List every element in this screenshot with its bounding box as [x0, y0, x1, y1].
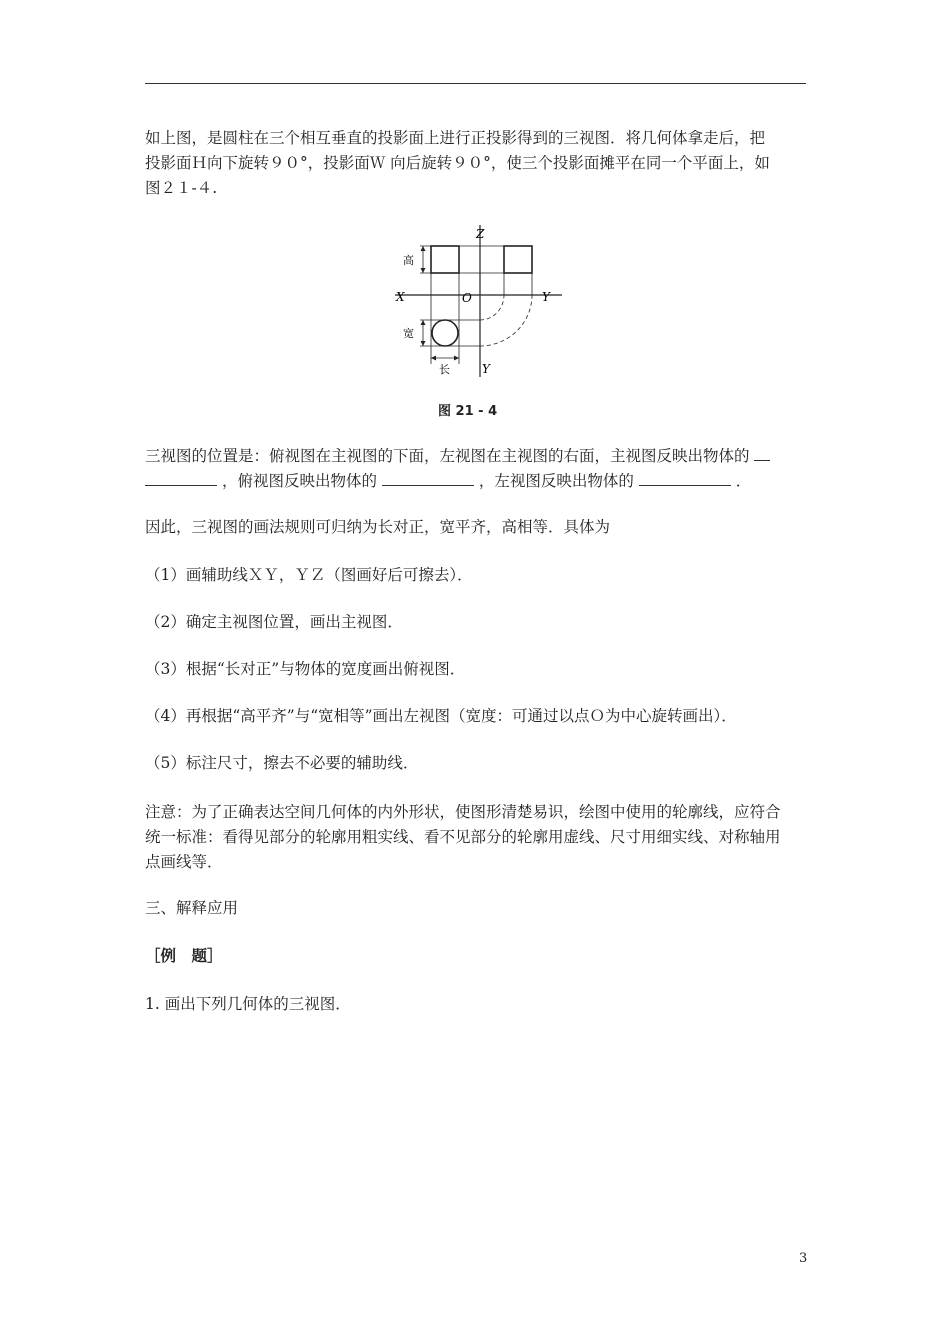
position-paragraph — [145, 444, 810, 494]
step-3: （3）根据“长对正”与物体的宽度画出俯视图． — [145, 660, 466, 678]
header-rule — [145, 83, 806, 84]
position-text-c: ，左视图反映出物体的 — [478, 472, 634, 490]
note-line-3: 点画线等． — [145, 853, 223, 871]
label-y-right: Y — [542, 290, 550, 304]
figure-caption: 图 21 - 4 — [438, 404, 498, 419]
position-text-b: ，俯视图反映出物体的 — [221, 472, 377, 490]
fill-blank-1a[interactable] — [754, 444, 770, 461]
page-number: 3 — [799, 1251, 808, 1266]
label-chang: 长 — [439, 363, 450, 376]
intro-line-3: 图２１-４. — [145, 179, 218, 197]
section-heading: 三、解释应用 — [145, 899, 239, 917]
top-view-circle — [432, 320, 458, 346]
fill-blank-3[interactable] — [639, 469, 731, 486]
exercise-1: 1. 画出下列几何体的三视图． — [145, 995, 351, 1013]
three-view-diagram — [390, 222, 565, 384]
position-text-a: 三视图的位置是：俯视图在主视图的下面，左视图在主视图的右面，主视图反映出物体的 — [145, 447, 750, 465]
step-2: （2）确定主视图位置，画出主视图． — [145, 613, 403, 631]
intro-paragraph — [145, 126, 810, 201]
three-view-figure — [390, 222, 565, 384]
label-z: Z — [476, 227, 485, 241]
fill-blank-1b[interactable] — [145, 469, 217, 486]
rules-paragraph: 因此，三视图的画法规则可归纳为长对正，宽平齐，高相等．具体为 — [145, 518, 611, 536]
example-heading: ［例 题］ — [145, 946, 223, 965]
step-5: （5）标注尺寸，擦去不必要的辅助线． — [145, 754, 419, 772]
intro-line-2: 投影面Ｈ向下旋转９０°，投影面Ｗ 向后旋转９０°，使三个投影面摊平在同一个平面上，如 — [145, 154, 770, 172]
front-view-rect — [431, 246, 459, 273]
label-x: X — [396, 290, 405, 304]
position-text-d: ． — [735, 472, 752, 490]
note-line-2: 统一标准：看得见部分的轮廓用粗实线、看不见部分的轮廓用虚线、尺寸用细实线、对称轴用 — [145, 828, 781, 846]
note-line-1: 注意：为了正确表达空间几何体的内外形状，使图形清楚易识，绘图中使用的轮廓线，应符合 — [145, 803, 781, 821]
fill-blank-2[interactable] — [382, 469, 474, 486]
label-o: O — [462, 291, 472, 305]
label-gao: 高 — [403, 254, 414, 267]
label-y-bottom: Y — [482, 362, 490, 376]
side-view-rect — [504, 246, 532, 273]
step-4: （4）再根据“高平齐”与“宽相等”画出左视图（宽度：可通过以点Ｏ为中心旋转画出）． — [145, 707, 737, 725]
step-1: （1）画辅助线ＸＹ，ＹＺ（图画好后可擦去）． — [145, 566, 473, 584]
label-kuan: 宽 — [403, 327, 414, 340]
intro-line-1: 如上图，是圆柱在三个相互垂直的投影面上进行正投影得到的三视图．将几何体拿走后，把 — [145, 129, 766, 147]
note-paragraph — [145, 800, 810, 875]
